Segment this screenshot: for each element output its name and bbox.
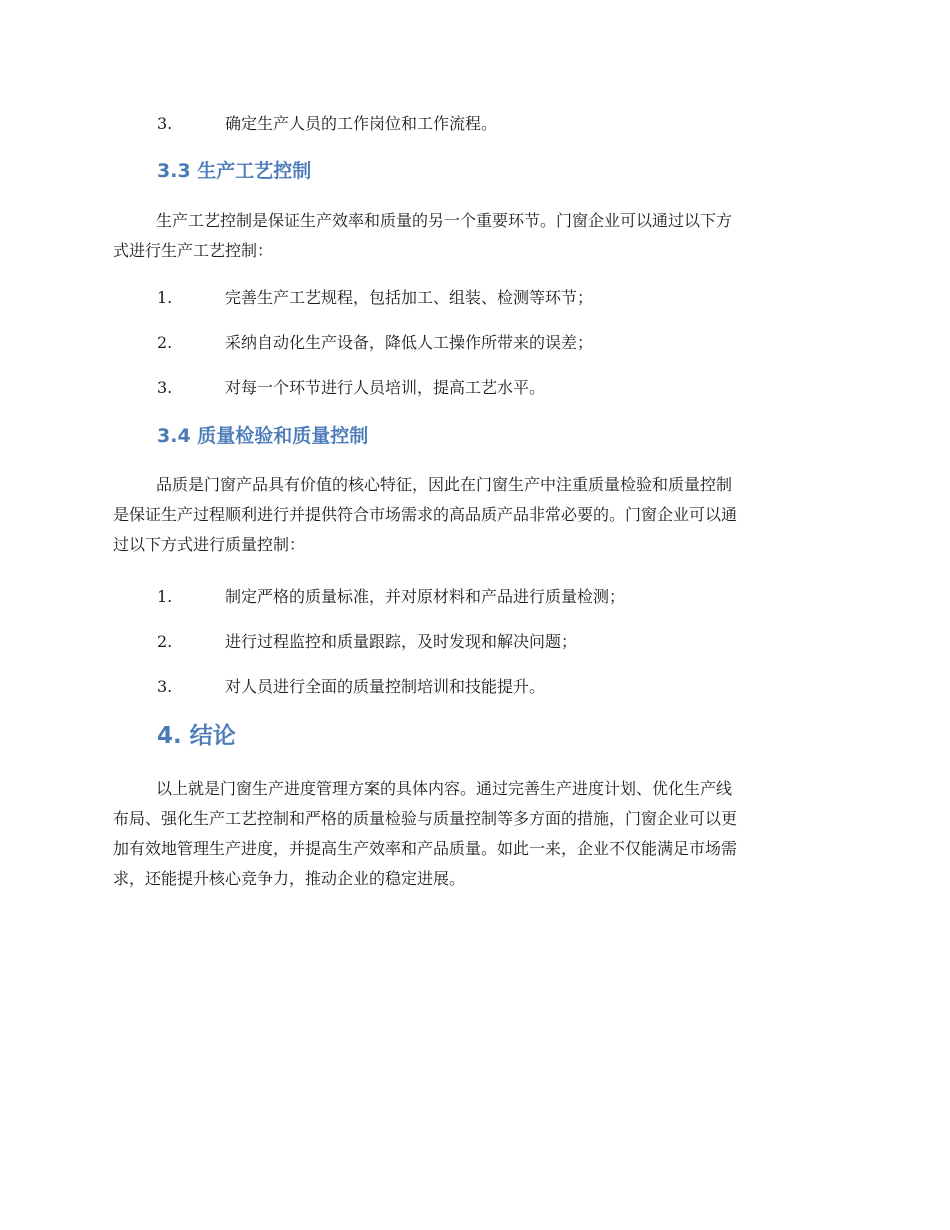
list-text: 进行过程监控和质量跟踪，及时发现和解决问题； xyxy=(225,632,578,651)
section-heading-3-3: 3.3 生产工艺控制 xyxy=(157,160,312,182)
list-text: 完善生产工艺规程，包括加工、组装、检测等环节； xyxy=(225,288,594,307)
paragraph-line: 式进行生产工艺控制： xyxy=(113,241,274,260)
paragraph-line: 品质是门窗产品具有价值的核心特征，因此在门窗生产中注重质量检验和质量控制 xyxy=(156,475,733,494)
paragraph-3-3 xyxy=(113,206,838,266)
list-number: 2. xyxy=(157,632,173,651)
paragraph-3-4 xyxy=(113,470,838,560)
list-text: 确定生产人员的工作岗位和工作流程。 xyxy=(225,114,498,133)
list-item xyxy=(157,112,497,136)
list-item xyxy=(157,585,625,609)
list-text: 对人员进行全面的质量控制培训和技能提升。 xyxy=(225,677,546,696)
paragraph-line: 过以下方式进行质量控制： xyxy=(113,535,306,554)
list-number: 3. xyxy=(157,378,173,397)
list-number: 2. xyxy=(157,333,173,352)
list-item xyxy=(157,331,593,355)
section-heading-3-4: 3.4 质量检验和质量控制 xyxy=(157,425,369,447)
list-text: 对每一个环节进行人员培训，提高工艺水平。 xyxy=(225,378,546,397)
list-number: 3. xyxy=(157,677,173,696)
paragraph-line: 加有效地管理生产进度，并提高生产效率和产品质量。如此一来，企业不仅能满足市场需 xyxy=(113,839,738,858)
paragraph-line: 生产工艺控制是保证生产效率和质量的另一个重要环节。门窗企业可以通过以下方 xyxy=(156,211,733,230)
list-item xyxy=(157,376,545,400)
paragraph-line: 布局、强化生产工艺控制和严格的质量检验与质量控制等多方面的措施，门窗企业可以更 xyxy=(113,809,738,828)
list-number: 3. xyxy=(157,114,173,133)
paragraph-4 xyxy=(113,774,838,894)
section-heading-4: 4. 结论 xyxy=(157,723,236,749)
paragraph-line: 求，还能提升核心竞争力，推动企业的稳定进展。 xyxy=(113,869,466,888)
paragraph-line: 是保证生产过程顺利进行并提供符合市场需求的高品质产品非常必要的。门窗企业可以通 xyxy=(113,505,738,524)
list-number: 1. xyxy=(157,288,173,307)
list-item xyxy=(157,286,593,310)
list-number: 1. xyxy=(157,587,173,606)
list-text: 采纳自动化生产设备，降低人工操作所带来的误差； xyxy=(225,333,594,352)
list-item xyxy=(157,630,577,654)
list-text: 制定严格的质量标准，并对原材料和产品进行质量检测； xyxy=(225,587,626,606)
paragraph-line: 以上就是门窗生产进度管理方案的具体内容。通过完善生产进度计划、优化生产线 xyxy=(156,779,733,798)
list-item xyxy=(157,675,545,699)
